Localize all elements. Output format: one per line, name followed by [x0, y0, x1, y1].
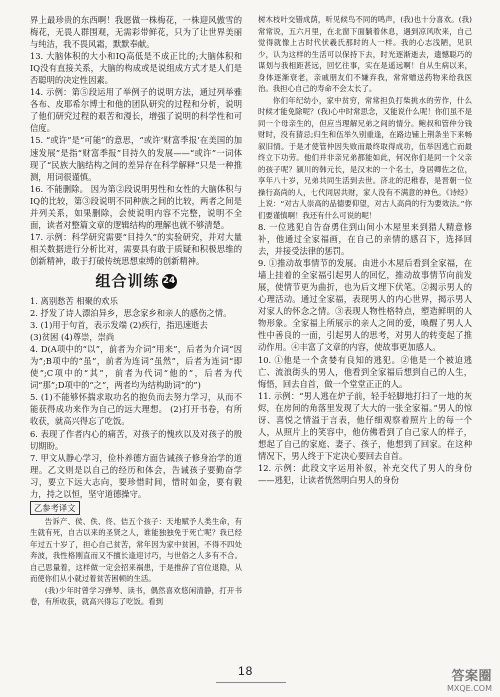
left-para-3: 14. 示例：第⑤段运用了举例子的说明方法，通过列举雅各布、皮耶希尔博士和他的团队研究的过程和分析，说明了他们研究过程的艰苦和漫长，增强了说明的科学性和可信度。: [30, 87, 242, 134]
right-column: [258, 14, 472, 486]
section-heading: [30, 271, 242, 291]
reference-para-1: 告诉产、侯、佚、佟、佶五个孩子：天地赋予人类生命，有生就有死，自古以来的圣贤之人，谁能独独免于死亡呢？我已经年过五十岁了，担心自己贫苦，常年因为家中贫困，不得不四处奔波，我性格刚直而又不擅长逢迎讨巧，与世俗之人多有不合。自己思量着，这样做一定会招来祸患，于是推辞了官位退隐，从而使你们从小就过着贫苦困顿的生活。: [30, 516, 242, 584]
answer-3a: 3. (1)用于句首，表示发端 (2)疾行，指迅速逝去: [30, 320, 208, 331]
section-title-text: 组合训练: [95, 271, 160, 290]
answer-7: 7. 甲文从静心学习，俭朴养德方面告诫孩子修身治学的道理。乙文则是以自己的经历和体会，告诫孩子要勤奋学习，要立下远大志向，要珍惜时间，惜时如金，要有毅力，持之以恒，坚守道德操守。: [30, 452, 242, 499]
watermark-main: 答案圈: [451, 669, 492, 684]
left-para-5: 16. 不能删除。 因为第②段说明男性和女性的大脑体积与IQ的比较，第③段说明不同种族之间的比较，两者之间是并列关系，如果删除，会使说明内容不完整，说明不全面，读者对整篇文章的逻辑结构的理解也就不够清楚。: [30, 183, 242, 230]
right-ref-para-2: 你们年纪幼小，家中贫穷，常常担负打柴挑水的劳作，什么时候才能免除呢？(我)心中时常思念，又能说什么呢！你们虽不是同一个母亲生的，但应当理解兄弟之间的情分。鲍叔和管仲分钱财时，没有猜忌;归生和伍举久别重逢，在路边铺上荆条坐下来畅叙旧情。于是才使管仲因失败而最终取得成功，伍举因逃亡而最终立下功劳。他们并非亲兄弟都能如此，何况你们是同一个父亲的孩子呢？颍川的韩元长，是汉末的一个名士，身居卿佐之位，享年八十岁，兄弟共同生活到去世。济北的氾稚春，是晋朝一位操行高尚的人，七代同居共财，家人没有不满意的神色。《诗经》上说：“对古人崇高的品德要仰望，对古人高尚的行为要效法。”你们要谨慎啊！我还有什么可说的呢！: [258, 95, 472, 220]
section-number-badge: 24: [162, 274, 177, 289]
answer-1: 1. 离别愁苦 相聚的欢乐: [30, 295, 118, 306]
answer-5: 5. (1)不能够怀揣求取功名的抱负而去努力学习，从而不能获得成功来作为自己的远大理想。 (2)打开书卷，有所收获，就高兴得忘了吃饭。: [30, 392, 242, 427]
answer-2: 2. 抒发了诗人漂泊异乡，思念家乡和亲人的感伤之情。: [30, 308, 232, 319]
reference-para-2: (我)少年时曾学习弹琴、读书，偶然喜欢悠闲清静，打开书卷，有所收获，就高兴得忘了吃饭。看到: [30, 585, 242, 607]
left-para-2: 13. 大脑体积的大小和IQ高低是不成正比的;大脑体积和IQ没有直接关系，大脑的构成或是说组成方式才是人们是否聪明的决定性因素。: [30, 51, 242, 86]
watermark-sub: MXQE.COM: [446, 684, 492, 693]
right-ref-para-1: 树木枝叶交错成荫，听见候鸟不同的鸣声，(我)也十分喜欢。(我)常常说，五六月里，在北窗下面躺着休息，遇到凉风吹来，自己觉得就像上古时代伏羲氏那时的人一样。我的心志浅陋，见识少，认为这样的生活可以保持下去，时光逐渐逝去，遗憾聪巧的谋划与我相距甚远，回忆往事，实在是遥远啊！自从生病以来，身体逐渐衰老，亲戚朋友们不嫌弃我，常常赠送药物来给我医治。我担心自己的寿命不会太长了。: [258, 15, 472, 93]
left-para-4: 15. “或许”是“可能”的意思，“或许‘财富季报’在美国的加速发展”是指“财富季报”目持久的发展——“或许”一词体现了“民族大脑结构之间的差异存在科学解释”只是一种推测，用词很谨慎。: [30, 135, 242, 182]
reference-label: 乙参考译文: [30, 501, 80, 515]
answer-8: 8. 一位逃犯自告奋勇住到山间小木屋里来到猎人精意修补，他通过全家福画，在自己的亲情的感召下，选择回去，并接受法律的惩罚。: [258, 222, 472, 257]
watermark: [447, 665, 492, 693]
page-number: 18: [238, 664, 254, 678]
answer-9: 9. ①推动故事情节的发展。由进小木屋后看到全家福，在墙上挂着的全家福引起男人的回忆，推动故事情节向前发展，使情节更为曲折，也为后文埋下伏笔。②揭示男人的心理活动。通过全家福，表现男人的内心世界，揭示男人对家人的怀念之情。③表现人物性格特点，塑造鲜明的人物形象。全家福上所展示的亲人之间的爱，唤醒了男人人性中善良的一面，引起男人的思考，对男人的转变起了推动作用。④丰富了文章的内容，使故事更加感人。: [258, 258, 472, 353]
left-para-6: 17. 示例：科学研究需要“目持久”的实验研究，并对大量相关数据进行分析比对，需要具有敢于质疑和积极思维的创新精神，敢于打破传统思想束缚的创新精神。: [30, 231, 242, 266]
reference-label-row: [30, 500, 242, 516]
left-column: [30, 14, 242, 608]
answer-6: 6. 表现了作者内心的痛苦，对孩子的愧疚以及对孩子的殷切期盼。: [30, 428, 242, 451]
answer-10: 10. ①他是一个贪婪有良知的逃犯。②他是一个被迫逃亡、流浪街头的男人，他看到全家福后想到自己的人生，悔悟，回去自首，做一个堂堂正正的人。: [258, 354, 472, 389]
answer-12: 12. 示例：此段文字运用补叙，补充交代了男人的身份——逃犯，让读者恍然明白男人的身份: [258, 462, 472, 485]
answer-3b: (3)贫困 (4)尊崇，崇尚: [30, 332, 115, 343]
answer-4: 4. D(A项中的“以”，前者为介词“用来”，后者为介词“因为”;B项中的“虽”，前者为连词“虽然”，后者为连词“即使”;C项中的“其”，前者为代词“他的”，后者为代词“那”;D项中的“之”，两者均为结构助词“的”): [30, 344, 242, 391]
left-para-1: 界上最珍贵的东西啊！我愿做一株梅花，一株迎风傲雪的梅花，无畏人群围观，无需彩带鲜花，只为了让世界美丽与纯洁，我不畏风霜，默默奉献。: [30, 15, 242, 50]
page-number-rule: [216, 682, 286, 683]
answer-11: 11. 示例：“男人逃在炉子前，轻手轻脚地打扫了一地的灰烬，在房间的角落里发现了大大的一张全家福。”男人的惊讶、喜悦之情溢于言表，他仔细观察着照片上的每一个人，从照片上的笑容中，他仿佛看到了自己家人的样子，想起了自己的家庭、妻子、孩子，他想到了回家。在这种情况下，男人终于下定决心要回去自首。: [258, 390, 472, 461]
